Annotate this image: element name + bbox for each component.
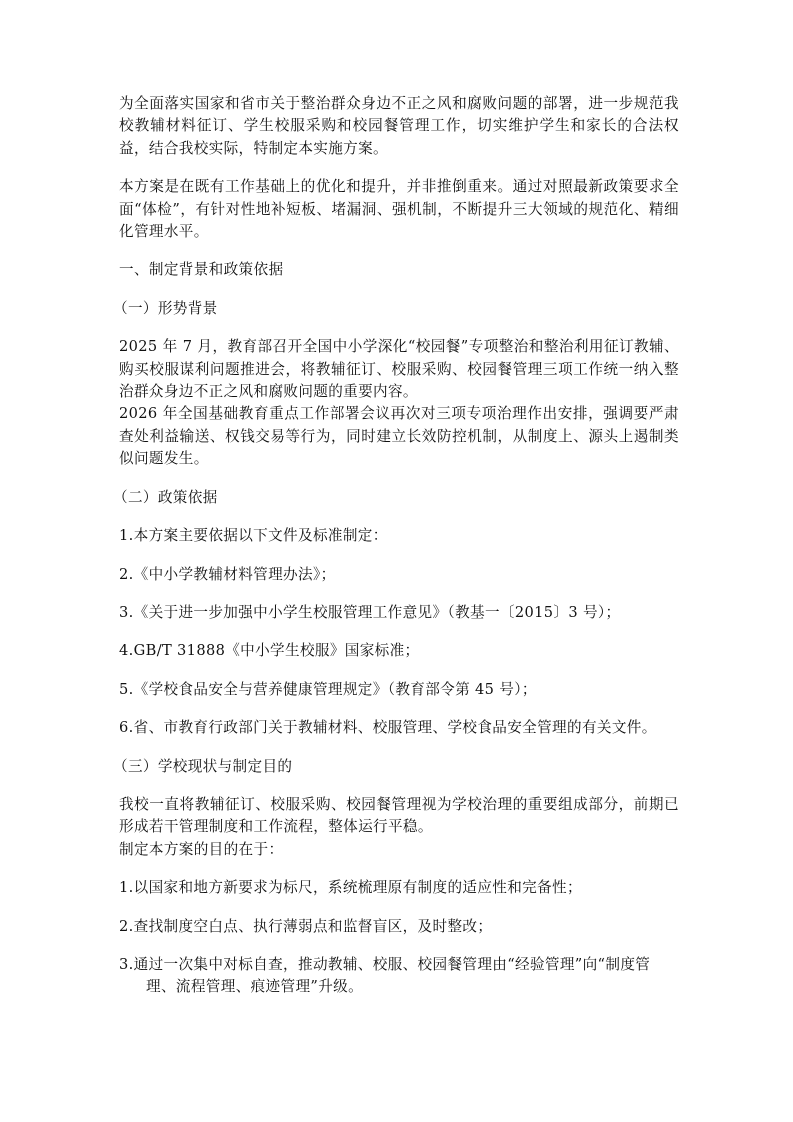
policy-item-4: 4.GB/T 31888《中小学生校服》国家标准； <box>119 642 420 660</box>
policy-item-5: 5.《学校食品安全与营养健康管理规定》（教育部令第 45 号）； <box>119 680 537 698</box>
background-paragraph-2: 2026 年全国基础教育重点工作部署会议再次对三项专项治理作出安排，强调要严肃查处利益输送、权钱交易等行为，同时建立长效防控机制，从制度上、源头上遏制类似问题发生。 <box>119 405 679 468</box>
purpose-intro: 制定本方案的目的在于： <box>119 840 284 858</box>
intro-paragraph-1: 为全面落实国家和省市关于整治群众身边不正之风和腐败问题的部署，进一步规范我校教辅材料征订、学生校服采购和校园餐管理工作，切实维护学生和家长的合法权益，结合我校实际，特制定本实施方案。 <box>119 95 679 157</box>
purpose-item-1: 1.以国家和地方新要求为标尺，系统梳理原有制度的适应性和完备性； <box>119 879 582 897</box>
purpose-item-3: 3.通过一次集中对标自查，推动教辅、校服、校园餐管理由“经验管理”向“制度管理、流程管理、痕迹管理”升级。 <box>119 955 651 996</box>
subsection-3-heading: （三）学校现状与制定目的 <box>113 757 293 775</box>
status-paragraph: 我校一直将教辅征订、校服采购、校园餐管理视为学校治理的重要组成部分，前期已形成若干管理制度和工作流程，整体运行平稳。 <box>119 795 679 836</box>
purpose-item-2: 2.查找制度空白点、执行薄弱点和监督盲区，及时整改； <box>119 917 493 935</box>
subsection-2-heading: （二）政策依据 <box>113 488 218 506</box>
intro-paragraph-2: 本方案是在既有工作基础上的优化和提升，并非推倒重来。通过对照最新政策要求全面“体检”，有针对性地补短板、堵漏洞、强机制，不断提升三大领域的规范化、精细化管理水平。 <box>119 178 679 241</box>
section-1-heading: 一、制定背景和政策依据 <box>119 261 284 279</box>
policy-item-1: 1.本方案主要依据以下文件及标准制定： <box>119 527 388 545</box>
policy-item-2: 2.《中小学教辅材料管理办法》； <box>119 565 336 583</box>
policy-item-6: 6.省、市教育行政部门关于教辅材料、校服管理、学校食品安全管理的有关文件。 <box>119 719 657 737</box>
document-page <box>113 93 679 1015</box>
policy-item-3: 3.《关于进一步加强中小学生校服管理工作意见》（教基一〔2015〕3 号）； <box>119 603 621 621</box>
subsection-1-heading: （一）形势背景 <box>113 299 218 317</box>
background-paragraph-1: 2025 年 7 月，教育部召开全国中小学深化“校园餐”专项整治和整治利用征订教辅、购买校服谋利问题推进会，将教辅征订、校服采购、校园餐管理三项工作统一纳入整治群众身边不正之风和腐败问题的重要内容。 <box>119 338 679 401</box>
